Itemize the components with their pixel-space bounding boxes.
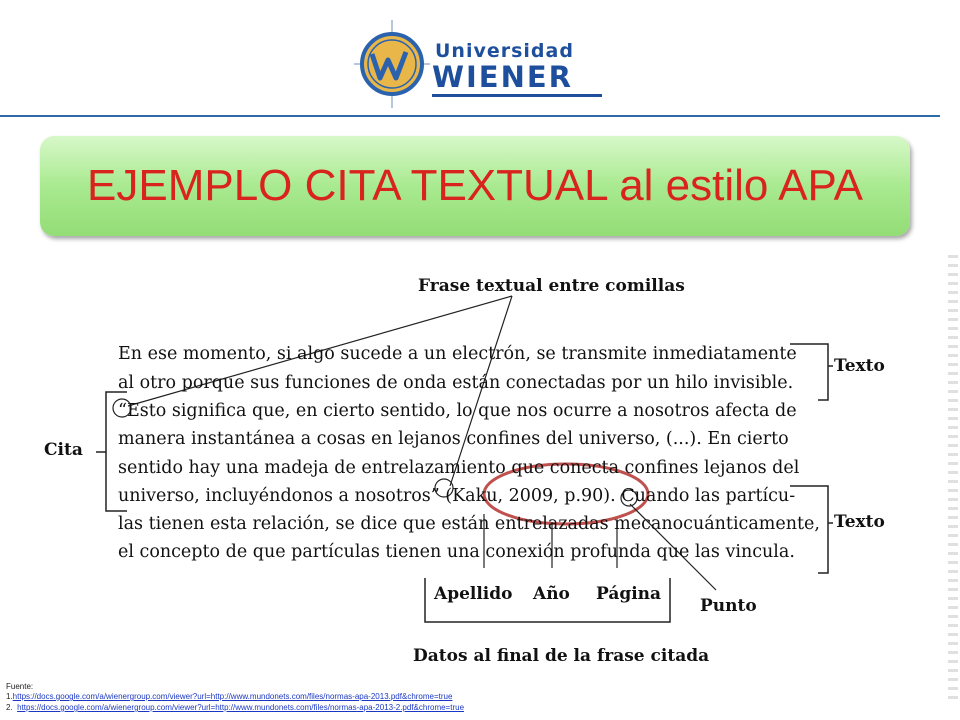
paragraph-line: “Esto significa que, en cierto sentido, lo que nos ocurre a nosotros afecta de — [118, 401, 797, 421]
label-frase-textual: Frase textual entre comillas — [418, 276, 685, 296]
label-texto-bottom: Texto — [834, 512, 885, 532]
paragraph-line: el concepto de que partículas tienen una conexión profunda que las vincula. — [118, 542, 795, 562]
source-label: Fuente: — [6, 682, 34, 691]
title-banner — [40, 136, 910, 236]
label-apellido: Apellido — [434, 584, 513, 604]
label-texto-top: Texto — [834, 356, 885, 376]
university-logo — [352, 18, 612, 110]
logo-text-wiener: WIENER — [432, 60, 573, 94]
source-line-1 — [6, 692, 452, 701]
globe-icon — [352, 18, 432, 110]
header-divider — [0, 115, 940, 117]
decorative-dotted-edge — [948, 255, 958, 705]
label-datos-final: Datos al final de la frase citada — [413, 646, 710, 666]
apa-citation-figure — [40, 268, 920, 678]
source-link-1[interactable]: https://docs.google.com/a/wienergroup.com/viewer?url=http://www.mundonets.com/files/normas-apa-2013.pdf&chrome=true — [12, 692, 453, 701]
label-punto: Punto — [700, 596, 757, 616]
label-cita: Cita — [44, 440, 83, 460]
logo-text-universidad: Universidad — [435, 40, 574, 62]
logo-underline — [432, 94, 602, 97]
source-number-2: 2. — [6, 703, 13, 712]
paragraph-line: sentido hay una madeja de entrelazamiento que conecta confines lejanos del — [118, 458, 800, 478]
source-line-2 — [6, 703, 464, 712]
slide-title: EJEMPLO CITA TEXTUAL al estilo APA — [87, 161, 863, 210]
paragraph-line: las tienen esta relación, se dice que están entrelazadas mecanocuánticamente, — [118, 514, 820, 534]
source-link-2[interactable]: https://docs.google.com/a/wienergroup.com/viewer?url=http://www.mundonets.com/files/normas-apa-2013-2.pdf&chrome=true — [17, 703, 465, 712]
paragraph-line: En ese momento, si algo sucede a un electrón, se transmite inmediatamente — [118, 344, 797, 364]
label-anio: Año — [533, 584, 570, 604]
label-pagina: Página — [596, 584, 662, 604]
source-number-1: 1. — [6, 692, 13, 701]
paragraph-line: universo, incluyéndonos a nosotros” (Kaku, 2009, p.90). Cuando las partícu- — [118, 486, 796, 506]
paragraph-line: manera instantánea a cosas en lejanos confines del universo, (...). En cierto — [118, 429, 789, 449]
paragraph-line: al otro porque sus funciones de onda están conectadas por un hilo invisible. — [118, 373, 794, 393]
